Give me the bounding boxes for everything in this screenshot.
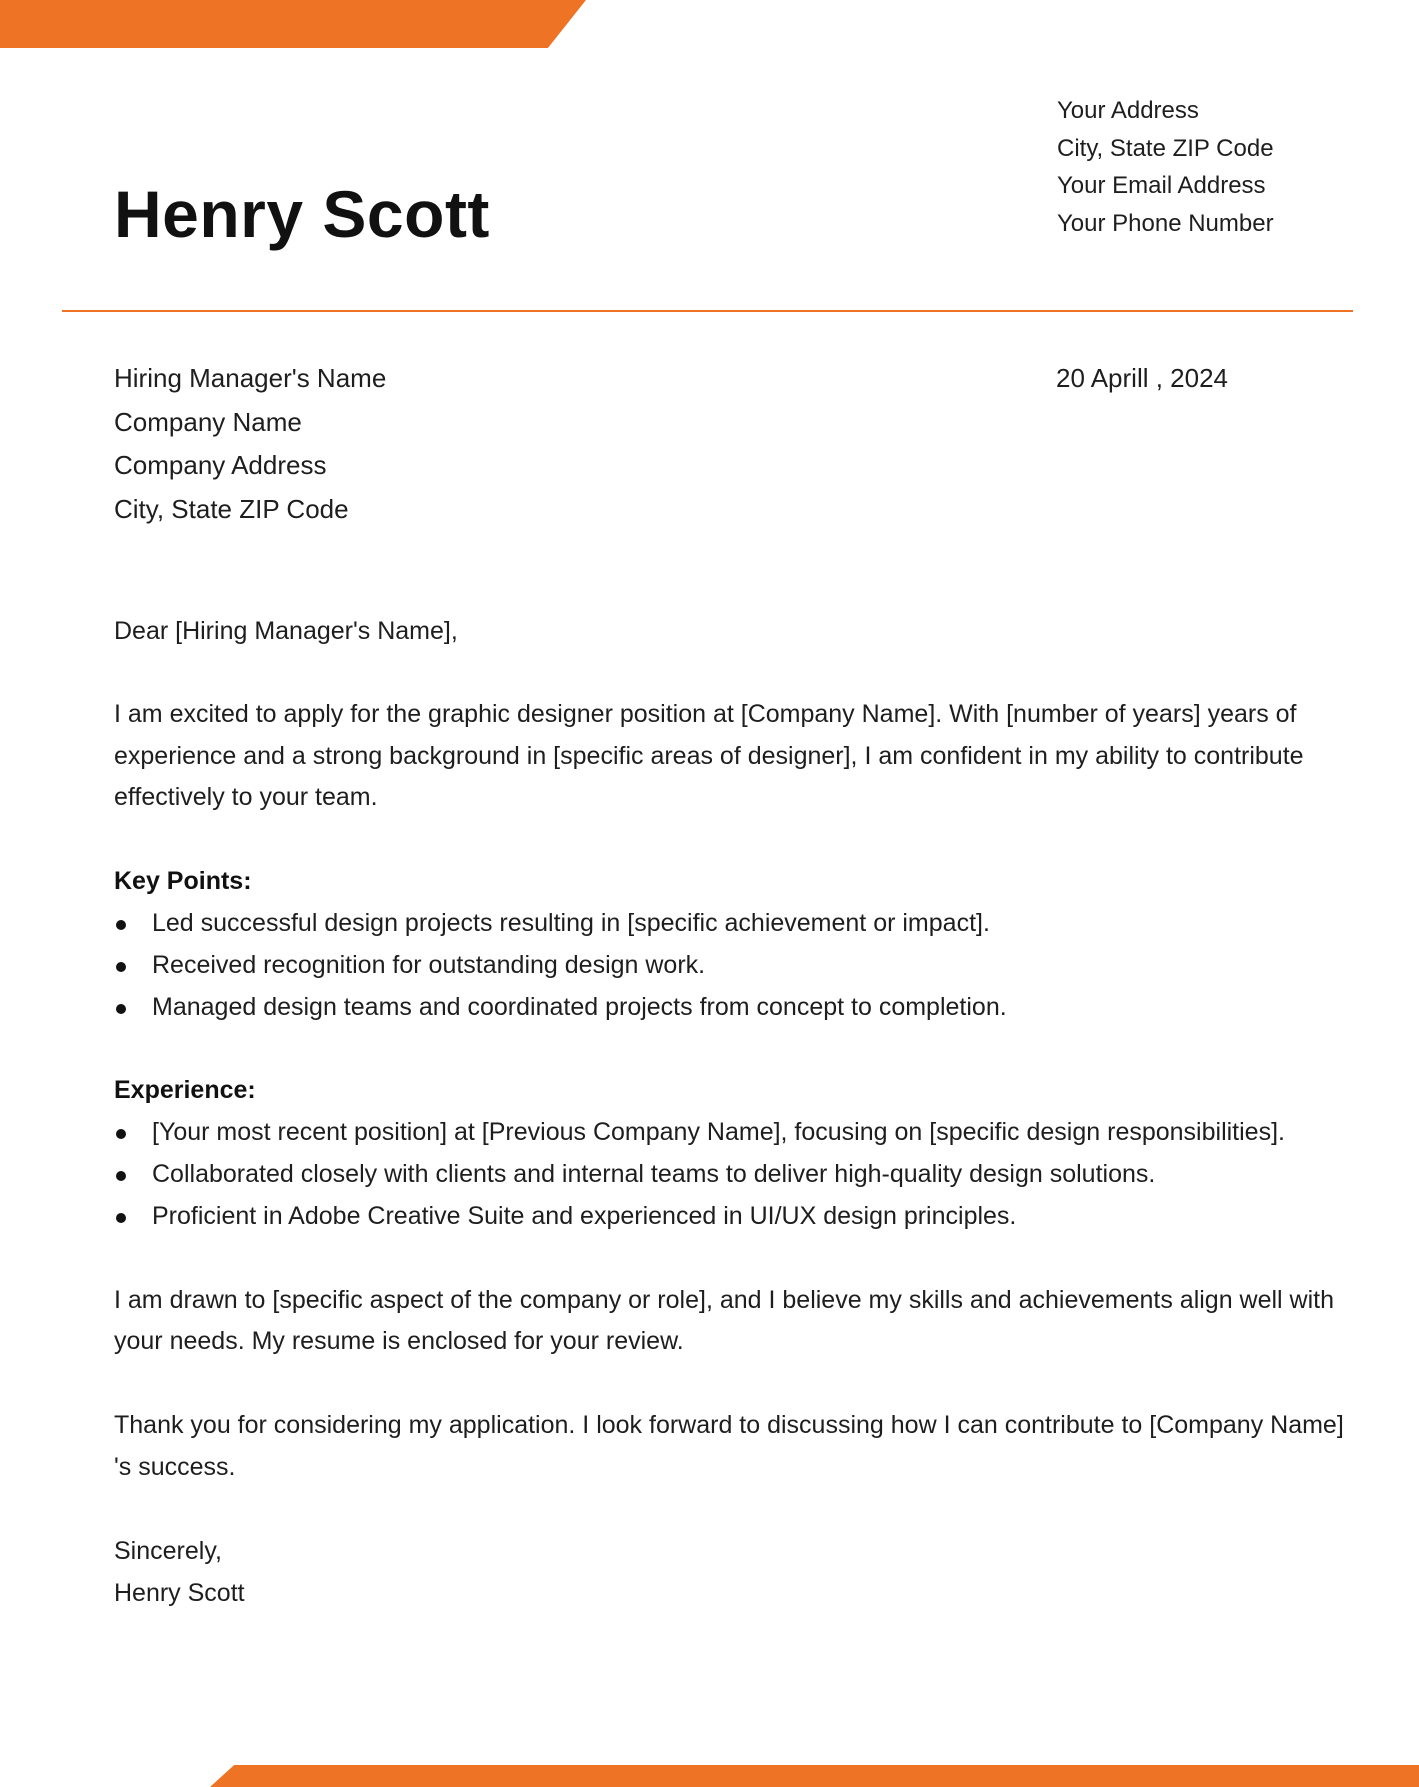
list-item — [114, 903, 1354, 945]
recipient-city-state-zip: City, State ZIP Code — [114, 493, 349, 524]
sender-name: Henry Scott — [114, 177, 490, 251]
bottom-accent-bar — [210, 1765, 1419, 1787]
greeting: Dear [Hiring Manager's Name], — [114, 617, 458, 645]
list-item-text: Collaborated closely with clients and internal teams to deliver high-quality design solutions. — [152, 1159, 1156, 1188]
list-item — [114, 1196, 1354, 1238]
bullet-icon — [116, 1213, 126, 1223]
bullet-icon — [116, 1129, 126, 1139]
bullet-icon — [116, 1171, 126, 1181]
sender-city-state-zip: City, State ZIP Code — [1057, 134, 1274, 162]
letter-body — [114, 611, 1354, 1614]
letter-date: 20 Aprill , 2024 — [1056, 363, 1229, 393]
list-item — [114, 945, 1354, 987]
key-points-heading: Key Points: — [114, 867, 252, 896]
list-item — [114, 1154, 1354, 1196]
key-points-list — [114, 903, 1354, 1028]
list-item-text: Received recognition for outstanding design work. — [152, 950, 706, 979]
closing-paragraph: I am drawn to [specific aspect of the company or role], and I believe my skills and achievements align well with your needs. My resume is enclosed for your review. — [114, 1285, 1335, 1356]
sender-phone: Your Phone Number — [1057, 209, 1274, 237]
sign-off: Sincerely, — [114, 1536, 222, 1565]
sender-address: Your Address — [1057, 97, 1199, 124]
top-accent-bar — [0, 0, 586, 48]
thank-you-paragraph: Thank you for considering my application. I look forward to discussing how I can contribute to [Company Name] 's success. — [114, 1411, 1344, 1481]
experience-list — [114, 1112, 1354, 1237]
recipient-company-name: Company Name — [114, 406, 302, 437]
intro-paragraph: I am excited to apply for the graphic designer position at [Company Name]. With [number of years] years of experience and a strong background in [specific areas of designer], I am confident in my ability to contribute effectively to your team. — [114, 699, 1304, 812]
header-divider — [62, 310, 1353, 312]
bullet-icon — [116, 920, 126, 930]
recipient-manager-name: Hiring Manager's Name — [114, 363, 387, 393]
list-item — [114, 1112, 1354, 1154]
list-item-text: Managed design teams and coordinated projects from concept to completion. — [152, 992, 1007, 1021]
list-item-text: Proficient in Adobe Creative Suite and experienced in UI/UX design principles. — [152, 1201, 1017, 1230]
bullet-icon — [116, 1004, 126, 1014]
sender-contact-block — [1057, 92, 1274, 242]
list-item-text: Led successful design projects resulting in [specific achievement or impact]. — [152, 908, 990, 937]
list-item-text: [Your most recent position] at [Previous Company Name], focusing on [specific design responsibilities]. — [152, 1118, 1285, 1147]
list-item — [114, 987, 1354, 1029]
sender-email: Your Email Address — [1057, 172, 1266, 199]
recipient-block — [114, 357, 386, 531]
experience-heading: Experience: — [114, 1076, 256, 1105]
recipient-company-address: Company Address — [114, 450, 327, 480]
signature-name: Henry Scott — [114, 1578, 245, 1607]
bullet-icon — [116, 962, 126, 972]
